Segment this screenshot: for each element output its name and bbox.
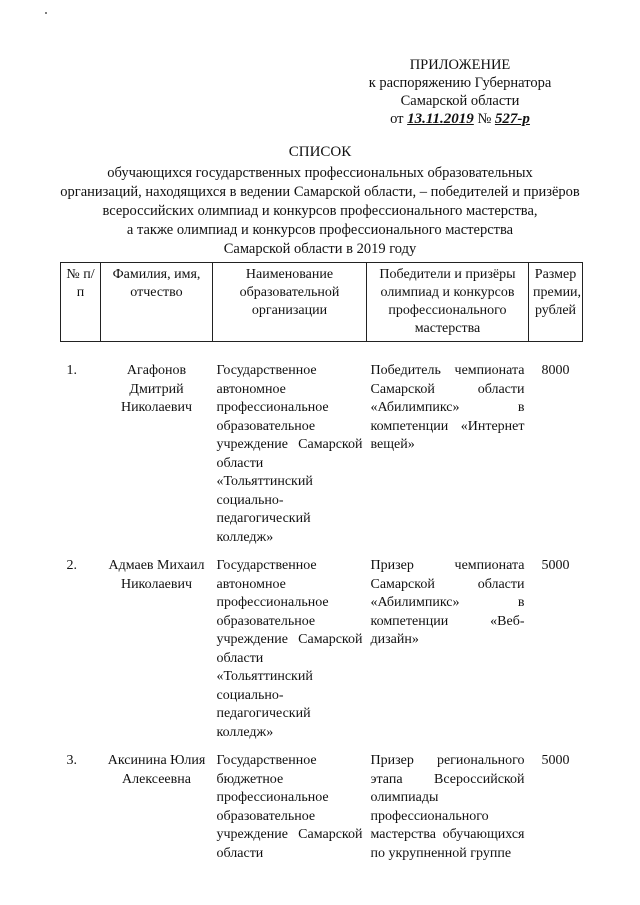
row-number: 2. <box>66 558 77 573</box>
header-amount: Размер премии, рублей <box>529 263 583 342</box>
row-organization: Государственное автономное профессиональное образовательное учреждение Самарской области «Тольяттинский социально-педагогический колледж» <box>216 363 363 545</box>
header-achievement: Победители и призёры олимпиад и конкурсов профессионального мастерства <box>367 263 529 342</box>
table-header-row <box>61 263 583 342</box>
row-organization: Государственное автономное профессиональное образовательное учреждение Самарской области «Тольяттинский социально-педагогический колледж» <box>216 558 363 740</box>
title-line-1: обучающихся государственных профессиональных образовательных <box>107 165 533 181</box>
title-line-5: Самарской области в 2019 году <box>223 241 417 257</box>
table-row <box>61 342 583 548</box>
header-organization: Наименование образовательной организации <box>213 263 367 342</box>
document-title <box>60 143 580 259</box>
appendix-title: ПРИЛОЖЕНИЕ <box>409 57 511 73</box>
appendix-region: Самарской области <box>400 93 520 109</box>
handwritten-date: 13.11.2019 <box>407 111 474 127</box>
row-achievement: Призер чемпионата Самарской области «Абилимпикс» в компетенции «Веб-дизайн» <box>370 558 525 647</box>
title-line-3: всероссийских олимпиад и конкурсов профессионального мастерства, <box>102 203 538 219</box>
scan-speck <box>45 12 47 14</box>
header-number: № п/п <box>61 263 101 342</box>
from-label: от <box>390 111 404 127</box>
row-amount: 8000 <box>541 363 570 378</box>
row-name: Аксинина Юлия Алексеевна <box>107 753 206 787</box>
number-label: № <box>477 111 492 127</box>
appendix-date-line <box>340 110 580 128</box>
awards-table <box>60 262 583 863</box>
header-name: Фамилия, имя, отчество <box>101 263 213 342</box>
appendix-block <box>340 56 580 128</box>
handwritten-number: 527-р <box>494 111 530 127</box>
title-line-4: а также олимпиад и конкурсов профессионального мастерства <box>126 222 514 238</box>
row-achievement: Призер регионального этапа Всероссийской олимпиады профессионального мастерства обучающихся по укрупненной группе <box>370 753 525 861</box>
row-number: 3. <box>66 753 77 768</box>
row-organization: Государственное бюджетное профессиональное образовательное учреждение Самарской области <box>216 753 363 861</box>
row-amount: 5000 <box>541 753 570 768</box>
row-name: Адмаев Михаил Николаевич <box>108 558 205 592</box>
table-row <box>61 547 583 742</box>
row-name: Агафонов Дмитрий Николаевич <box>120 363 193 415</box>
row-amount: 5000 <box>541 558 570 573</box>
table-row <box>61 742 583 863</box>
list-heading: СПИСОК <box>288 144 352 160</box>
row-number: 1. <box>66 363 77 378</box>
appendix-subtitle: к распоряжению Губернатора <box>368 75 552 91</box>
title-line-2: организаций, находящихся в ведении Самарской области, – победителей и призёров <box>60 184 580 200</box>
row-achievement: Победитель чемпионата Самарской области «Абилимпикс» в компетенции «Интернет вещей» <box>370 363 525 452</box>
